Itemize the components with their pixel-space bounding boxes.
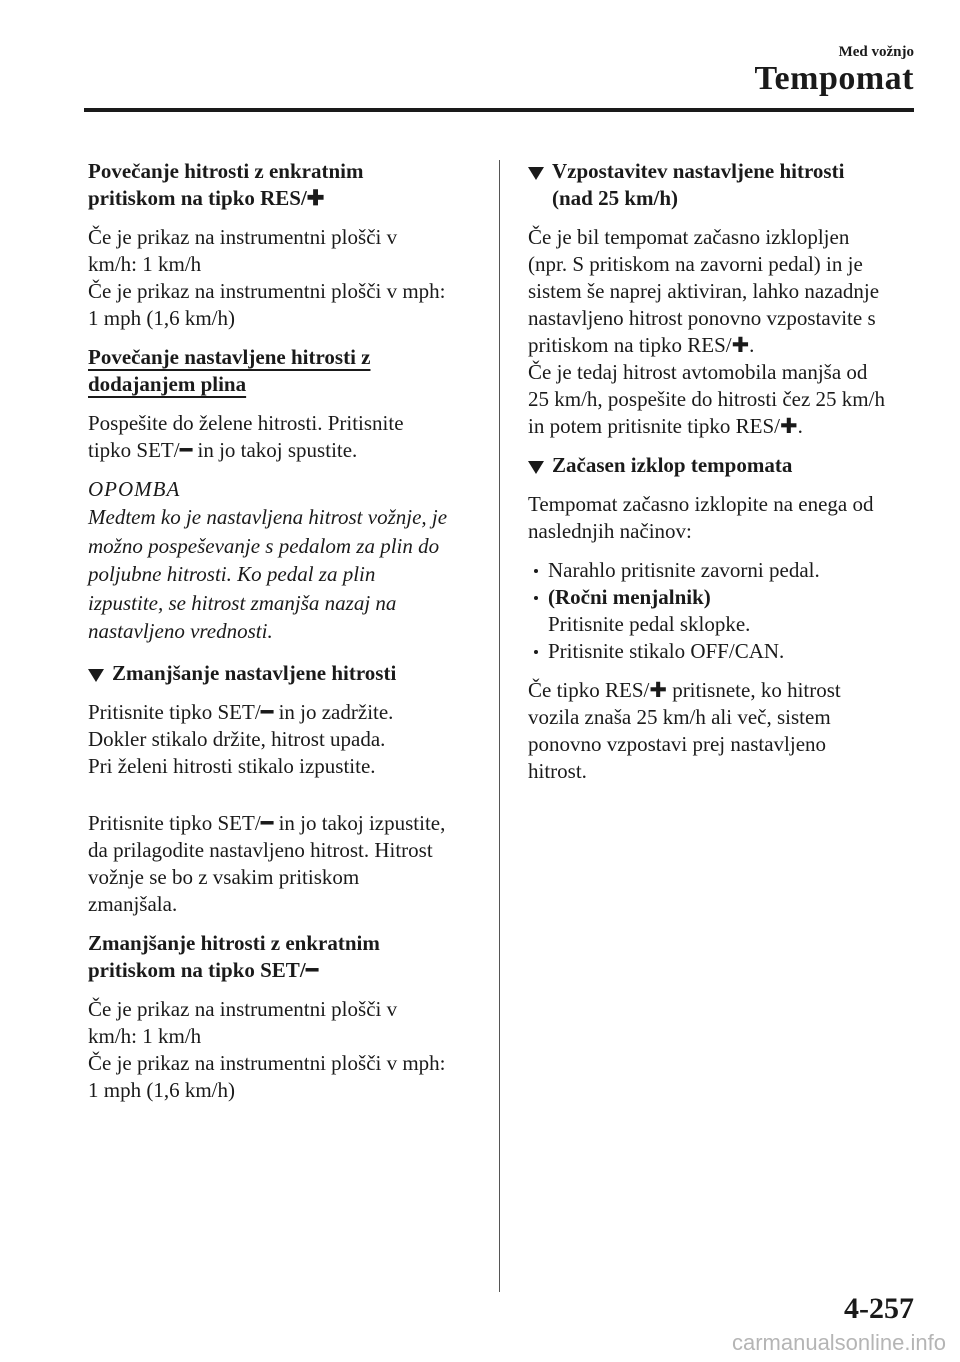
triangle-marker-icon: [528, 461, 544, 474]
list-item: (Ročni menjalnik) Pritisnite pedal sklopke.: [528, 584, 920, 638]
bullet-dot-icon: [534, 569, 538, 573]
paragraph-resume: Če je bil tempomat začasno izklopljen (npr. S pritiskom na zavorni pedal) in je sistem še naprej aktiviran, lahko nazadnje nastavljeno hitrost ponovno vzpostavite s pritiskom na tipko RES/✚. Če je tedaj hitrost avtomobila manjša od 25 km/h, pospešite do hitrosti čez 25 km/h in potem pritisnite tipko RES/✚.: [528, 225, 885, 438]
list-item: Pritisnite stikalo OFF/CAN.: [528, 638, 920, 665]
column-divider: [499, 160, 500, 1292]
paragraph-tap-set: Pritisnite tipko SET/━ in jo takoj izpustite, da prilagodite nastavljeno hitrost. Hitrost vožnje se bo z vsakim pritiskom zmanjšala.: [88, 810, 446, 916]
watermark: carmanualsonline.info: [731, 1330, 946, 1355]
left-column: [88, 158, 474, 1116]
note-heading: OPOMBA: [88, 477, 181, 501]
subheading-res-increase: Povečanje hitrosti z enkratnim pritiskom na tipko RES/✚: [88, 159, 364, 210]
right-column: [528, 158, 920, 797]
triangle-marker-icon: [88, 669, 104, 682]
section-temporary-off: Začasen izklop tempomata: [528, 452, 920, 479]
note-text: Medtem ko je nastavljena hitrost vožnje, je možno pospeševanje s pedalom za plin do poljubne hitrosti. Ko pedal za plin izpustite, se hitrost zmanjša nazaj na nastavljeno vrednosti.: [88, 505, 448, 643]
list-item: Narahlo pritisnite zavorni pedal.: [528, 557, 920, 584]
triangle-marker-icon: [528, 167, 544, 180]
paragraph-set-decrement: Če je prikaz na instrumentni plošči v km/h: 1 km/h Če je prikaz na instrumentni plošči v mph: 1 mph (1,6 km/h): [88, 996, 446, 1102]
bullet-list: [528, 557, 920, 665]
page-title: Tempomat: [754, 60, 914, 97]
bullet-dot-icon: [534, 650, 538, 654]
bullet-dot-icon: [534, 596, 538, 600]
paragraph-hold-set: Pritisnite tipko SET/━ in jo zadržite. Dokler stikalo držite, hitrost upada. Pri želeni hitrosti stikalo izpustite.: [88, 699, 394, 778]
header-section: Med vožnjo: [838, 44, 914, 60]
paragraph-accelerate: Pospešite do želene hitrosti. Pritisnite tipko SET/━ in jo takoj spustite.: [88, 411, 404, 462]
subheading-set-decrease: Zmanjšanje hitrosti z enkratnim pritiskom na tipko SET/━: [88, 930, 380, 982]
subheading-accelerator: Povečanje nastavljene hitrosti z dodajanjem plina: [88, 345, 371, 396]
paragraph-res-increment: Če je prikaz na instrumentni plošči v km/h: 1 km/h Če je prikaz na instrumentni plošči v mph: 1 mph (1,6 km/h): [88, 225, 446, 330]
paragraph-res-restore: Če tipko RES/✚ pritisnete, ko hitrost vozila znaša 25 km/h ali več, sistem ponovno vzpostavi prej nastavljeno hitrost.: [528, 678, 841, 783]
paragraph-temporary-off: Tempomat začasno izklopite na enega od naslednjih načinov:: [528, 492, 874, 543]
section-resume-speed: Vzpostavitev nastavljene hitrosti (nad 25 km/h): [528, 158, 920, 212]
header-rule: [84, 108, 914, 112]
section-decrease-speed: Zmanjšanje nastavljene hitrosti: [88, 660, 474, 687]
page-number: 4-257: [844, 1292, 914, 1325]
